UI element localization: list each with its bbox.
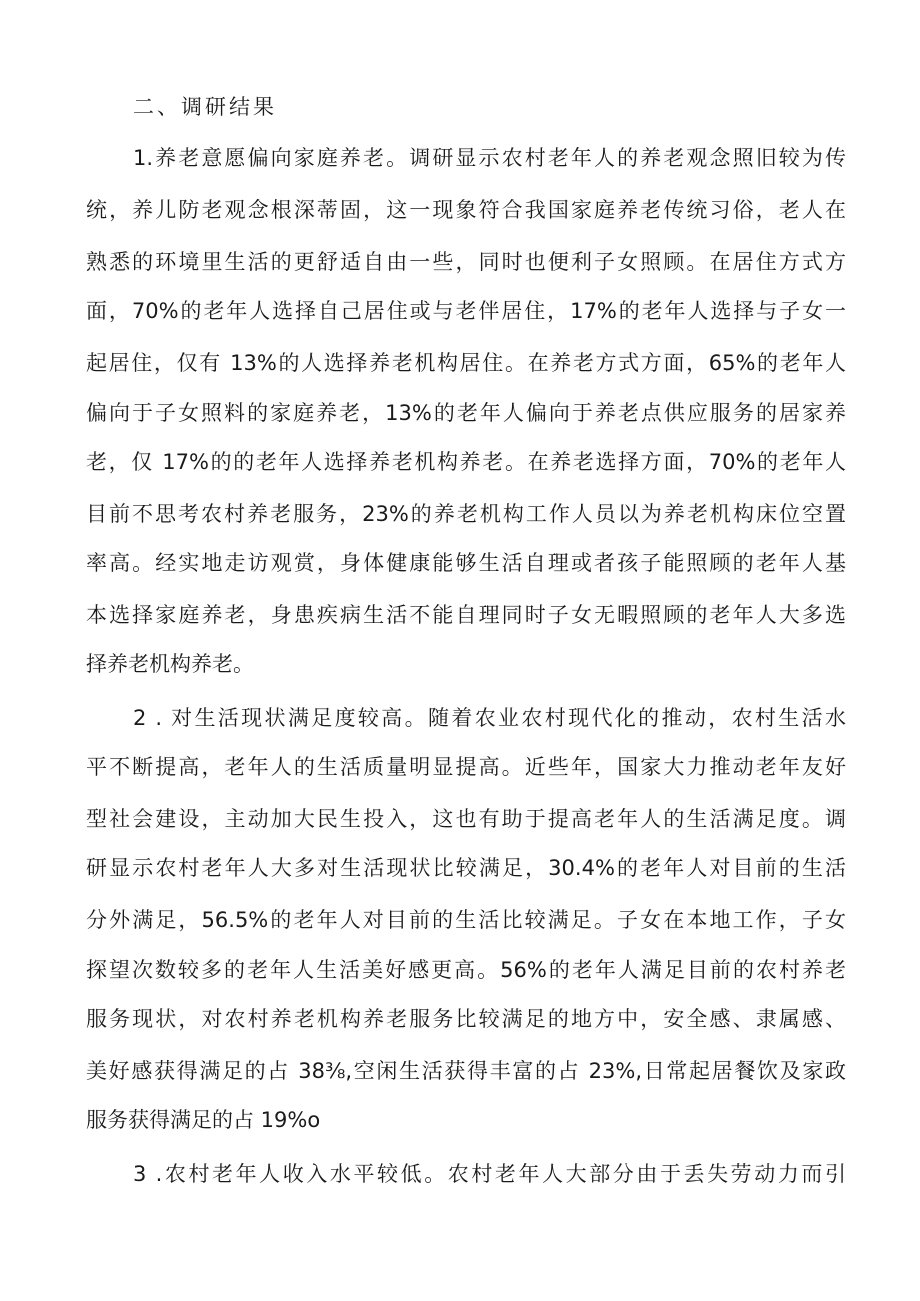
text-line: 平不断提高，老年人的生活质量明显提高。近些年，国家大力推动老年友好 — [86, 755, 846, 779]
text-line: 型社会建设，主动加大民生投入，这也有助于提高老年人的生活满足度。调 — [86, 807, 846, 831]
text-line: 研显示农村老年人大多对生活现状比较满足，30.4%的老年人对目前的生活 — [86, 856, 846, 880]
text-line: 分外满足，56.5%的老年人对目前的生活比较满足。子女在本地工作，子女 — [86, 908, 846, 932]
text-line: 服务获得满足的占 19%o — [86, 1108, 321, 1132]
text-line: 择养老机构养老。 — [86, 652, 254, 676]
text-line: 面，70%的老年人选择自己居住或与老伴居住，17%的老年人选择与子女一 — [86, 299, 846, 323]
text-line: 2 . 对生活现状满足度较高。随着农业农村现代化的推动，农村生活水 — [133, 706, 846, 730]
text-line: 目前不思考农村养老服务，23%的养老机构工作人员以为养老机构床位空置 — [86, 502, 846, 526]
text-line: 偏向于子女照料的家庭养老，13%的老年人偏向于养老点供应服务的居家养 — [86, 401, 846, 425]
text-line: 率高。经实地走访观赏，身体健康能够生活自理或者孩子能照顾的老年人基 — [86, 551, 846, 575]
text-line: 探望次数较多的老年人生活美好感更高。56%的老年人满足目前的农村养老 — [86, 958, 846, 982]
text-line: 3 .农村老年人收入水平较低。农村老年人大部分由于丢失劳动力而引 — [133, 1162, 846, 1186]
text-line: 美好感获得满足的占 38⅜,空闲生活获得丰富的占 23%,日常起居餐饮及家政 — [86, 1059, 846, 1083]
text-line: 服务现状，对农村养老机构养老服务比较满足的地方中，安全感、隶属感、 — [86, 1007, 846, 1031]
text-line: 起居住，仅有 13%的人选择养老机构居住。在养老方式方面，65%的老年人 — [86, 351, 846, 375]
text-line: 熟悉的环境里生活的更舒适自由一些，同时也便利子女照顾。在居住方式方 — [86, 250, 846, 274]
text-line: 统，养儿防老观念根深蒂固，这一现象符合我国家庭养老传统习俗，老人在 — [86, 198, 846, 222]
text-line: 本选择家庭养老，身患疾病生活不能自理同时子女无暇照顾的老年人大多选 — [86, 603, 846, 627]
text-line: 1.养老意愿偏向家庭养老。调研显示农村老年人的养老观念照旧较为传 — [133, 146, 846, 170]
section-heading: 二、调研结果 — [133, 95, 277, 119]
text-line: 老，仅 17%的的老年人选择养老机构养老。在养老选择方面，70%的老年人 — [86, 450, 846, 474]
